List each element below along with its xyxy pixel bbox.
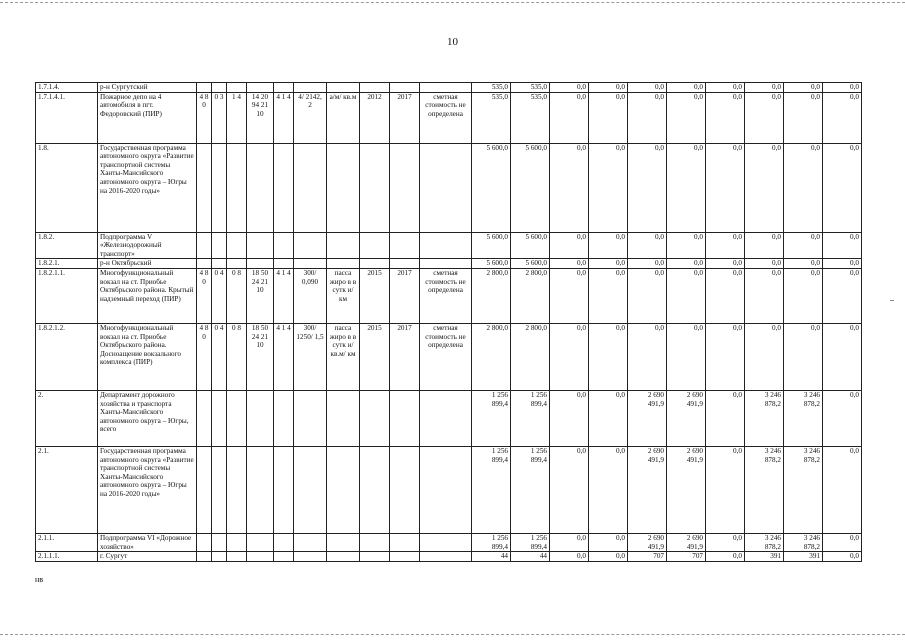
cell-name: г. Сургут (98, 552, 197, 562)
cell-c4: 14 20 94 21 10 (247, 92, 274, 143)
cell-c2 (212, 259, 227, 269)
cell-v7: 0,0 (706, 92, 745, 143)
cell-v10: 0,0 (823, 552, 862, 562)
cell-c10 (420, 232, 472, 259)
cell-v3: 0,0 (550, 446, 589, 533)
cell-v7: 0,0 (706, 259, 745, 269)
table-row (36, 533, 862, 551)
cell-c2: 0 4 (212, 323, 227, 390)
cell-v1: 1 256 899,4 (472, 533, 511, 551)
cell-id: 1.8.2.1.1. (36, 268, 98, 323)
table-row (36, 390, 862, 446)
cell-v3: 0,0 (550, 390, 589, 446)
table-row (36, 83, 862, 93)
cell-c1: 4 8 0 (197, 268, 212, 323)
cell-id: 1.8.2.1. (36, 259, 98, 269)
page-number: 10 (447, 36, 458, 48)
table-row (36, 323, 862, 390)
cell-v4: 0,0 (589, 390, 628, 446)
cell-v7: 0,0 (706, 446, 745, 533)
cell-c1 (197, 83, 212, 93)
cell-c1: 4 8 0 (197, 92, 212, 143)
cell-v5: 0,0 (628, 143, 667, 232)
cell-name: р-н Октябрьский (98, 259, 197, 269)
cell-c3 (227, 259, 247, 269)
cell-c8: 2012 (360, 92, 390, 143)
cell-v5: 2 690 491,9 (628, 533, 667, 551)
cell-v4: 0,0 (589, 232, 628, 259)
cell-v7: 0,0 (706, 268, 745, 323)
cell-c7 (327, 83, 360, 93)
cell-v4: 0,0 (589, 143, 628, 232)
cell-v4: 0,0 (589, 323, 628, 390)
cell-v3: 0,0 (550, 552, 589, 562)
cell-id: 2.1. (36, 446, 98, 533)
cell-v3: 0,0 (550, 92, 589, 143)
cell-c9 (390, 390, 420, 446)
table-row (36, 446, 862, 533)
cell-v2: 1 256 899,4 (511, 390, 550, 446)
cell-c6 (294, 143, 327, 232)
cell-c1 (197, 259, 212, 269)
cell-c9 (390, 552, 420, 562)
cell-v8: 3 246 878,2 (745, 390, 784, 446)
cell-c7: пасса жиро в в сутк и/ кв.м/ км (327, 323, 360, 390)
cell-c9 (390, 259, 420, 269)
cell-c4 (247, 446, 274, 533)
cell-v8: 0,0 (745, 259, 784, 269)
cell-c8: 2015 (360, 323, 390, 390)
cell-v2: 1 256 899,4 (511, 446, 550, 533)
cell-v10: 0,0 (823, 323, 862, 390)
cell-v1: 535,0 (472, 92, 511, 143)
cell-c8 (360, 533, 390, 551)
cell-id: 1.8.2. (36, 232, 98, 259)
cell-c8 (360, 390, 390, 446)
cell-c4 (247, 83, 274, 93)
cell-name: Подпрограмма V «Железнодорожный транспорт» (98, 232, 197, 259)
table-body (36, 83, 862, 562)
cell-c6 (294, 446, 327, 533)
cell-c3: 1 4 (227, 92, 247, 143)
cell-v3: 0,0 (550, 83, 589, 93)
cell-v2: 44 (511, 552, 550, 562)
cell-v10: 0,0 (823, 92, 862, 143)
cell-id: 2. (36, 390, 98, 446)
cell-v2: 1 256 899,4 (511, 533, 550, 551)
cell-v3: 0,0 (550, 259, 589, 269)
cell-v1: 1 256 899,4 (472, 446, 511, 533)
cell-c4 (247, 552, 274, 562)
cell-c4 (247, 259, 274, 269)
cell-c1: 4 8 0 (197, 323, 212, 390)
cell-c7: а/м/ кв.м (327, 92, 360, 143)
cell-id: 1.8.2.1.2. (36, 323, 98, 390)
cell-v1: 5 600,0 (472, 259, 511, 269)
cell-v5: 0,0 (628, 232, 667, 259)
cell-v8: 0,0 (745, 83, 784, 93)
cell-c5: 4 1 4 (274, 92, 294, 143)
cell-v8: 0,0 (745, 232, 784, 259)
cell-v7: 0,0 (706, 323, 745, 390)
cell-id: 2.1.1. (36, 533, 98, 551)
cell-id: 1.8. (36, 143, 98, 232)
cell-c9 (390, 232, 420, 259)
cell-c4 (247, 390, 274, 446)
cell-c6 (294, 552, 327, 562)
cell-v1: 44 (472, 552, 511, 562)
cell-c5 (274, 533, 294, 551)
cell-v8: 3 246 878,2 (745, 446, 784, 533)
table-row (36, 268, 862, 323)
cell-c10 (420, 533, 472, 551)
cell-c2: 0 4 (212, 268, 227, 323)
cell-name: Государственная программа автономного округа «Развитие транспортной системы Ханты-Мансийского автономного округа – Югры на 2016-2020 годы» (98, 143, 197, 232)
table-row (36, 143, 862, 232)
cell-v1: 1 256 899,4 (472, 390, 511, 446)
cell-c3 (227, 446, 247, 533)
cell-c7 (327, 533, 360, 551)
cell-v6: 2 690 491,9 (667, 390, 706, 446)
cell-c10 (420, 390, 472, 446)
cell-v4: 0,0 (589, 83, 628, 93)
cell-v8: 391 (745, 552, 784, 562)
cell-c10 (420, 552, 472, 562)
cell-c8 (360, 259, 390, 269)
footer-mark: нв (35, 575, 44, 584)
cell-c10 (420, 83, 472, 93)
cell-c3: 0 8 (227, 323, 247, 390)
cell-c8 (360, 143, 390, 232)
cell-c2 (212, 83, 227, 93)
cell-c8 (360, 552, 390, 562)
cell-v6: 2 690 491,9 (667, 533, 706, 551)
cell-v3: 0,0 (550, 533, 589, 551)
investment-table (35, 82, 862, 562)
scan-edge-top (0, 2, 905, 3)
cell-c10 (420, 143, 472, 232)
cell-c7 (327, 446, 360, 533)
cell-v2: 2 800,0 (511, 323, 550, 390)
cell-c8 (360, 232, 390, 259)
cell-c9: 2017 (390, 268, 420, 323)
cell-c10: сметная стоимость не определена (420, 92, 472, 143)
cell-c5 (274, 259, 294, 269)
cell-c5 (274, 83, 294, 93)
cell-v7: 0,0 (706, 143, 745, 232)
cell-c2 (212, 533, 227, 551)
cell-v7: 0,0 (706, 552, 745, 562)
cell-c10: сметная стоимость не определена (420, 268, 472, 323)
cell-v6: 2 690 491,9 (667, 446, 706, 533)
cell-v5: 0,0 (628, 83, 667, 93)
cell-c9 (390, 446, 420, 533)
cell-v3: 0,0 (550, 268, 589, 323)
cell-v6: 0,0 (667, 323, 706, 390)
cell-c1 (197, 552, 212, 562)
cell-id: 1.7.1.4. (36, 83, 98, 93)
cell-v2: 5 600,0 (511, 232, 550, 259)
cell-c5: 4 1 4 (274, 323, 294, 390)
cell-c3 (227, 83, 247, 93)
cell-c5 (274, 390, 294, 446)
cell-name: р-н Сургутский (98, 83, 197, 93)
cell-v10: 0,0 (823, 390, 862, 446)
cell-v3: 0,0 (550, 323, 589, 390)
cell-c10 (420, 446, 472, 533)
cell-v2: 5 600,0 (511, 259, 550, 269)
cell-v10: 0,0 (823, 533, 862, 551)
cell-c2 (212, 390, 227, 446)
cell-c5 (274, 232, 294, 259)
cell-c6: 300/ 0,090 (294, 268, 327, 323)
cell-c6 (294, 390, 327, 446)
cell-c4: 18 50 24 21 10 (247, 323, 274, 390)
table-row (36, 92, 862, 143)
cell-c3 (227, 552, 247, 562)
cell-v1: 2 800,0 (472, 268, 511, 323)
cell-v6: 707 (667, 552, 706, 562)
cell-v6: 0,0 (667, 143, 706, 232)
cell-v9: 0,0 (784, 268, 823, 323)
cell-c7 (327, 552, 360, 562)
cell-v3: 0,0 (550, 232, 589, 259)
cell-c7 (327, 143, 360, 232)
cell-v1: 5 600,0 (472, 143, 511, 232)
cell-c6 (294, 232, 327, 259)
cell-c5: 4 1 4 (274, 268, 294, 323)
cell-v6: 0,0 (667, 83, 706, 93)
cell-c9: 2017 (390, 92, 420, 143)
cell-c8: 2015 (360, 268, 390, 323)
cell-v10: 0,0 (823, 83, 862, 93)
cell-c9 (390, 83, 420, 93)
cell-v10: 0,0 (823, 446, 862, 533)
cell-v6: 0,0 (667, 232, 706, 259)
cell-v5: 2 690 491,9 (628, 446, 667, 533)
cell-c6 (294, 83, 327, 93)
cell-v9: 0,0 (784, 323, 823, 390)
cell-v6: 0,0 (667, 259, 706, 269)
cell-v9: 0,0 (784, 259, 823, 269)
cell-c9 (390, 533, 420, 551)
cell-v1: 2 800,0 (472, 323, 511, 390)
cell-c10 (420, 259, 472, 269)
cell-c7 (327, 390, 360, 446)
cell-c6 (294, 533, 327, 551)
cell-v9: 3 246 878,2 (784, 533, 823, 551)
cell-c7 (327, 232, 360, 259)
scan-edge-bottom (0, 634, 905, 635)
cell-c1 (197, 446, 212, 533)
cell-v5: 0,0 (628, 323, 667, 390)
cell-c1 (197, 533, 212, 551)
cell-v4: 0,0 (589, 446, 628, 533)
cell-v7: 0,0 (706, 533, 745, 551)
cell-v7: 0,0 (706, 83, 745, 93)
cell-c1 (197, 143, 212, 232)
cell-c3 (227, 390, 247, 446)
cell-id: 2.1.1.1. (36, 552, 98, 562)
cell-v10: 0,0 (823, 143, 862, 232)
cell-c3: 0 8 (227, 268, 247, 323)
cell-c3 (227, 533, 247, 551)
table-row (36, 232, 862, 259)
cell-v9: 0,0 (784, 232, 823, 259)
cell-name: Многофункциональный вокзал на ст. Приобье Октябрьского района. Досноащение вокзального комплекса (ПИР) (98, 323, 197, 390)
cell-v9: 3 246 878,2 (784, 446, 823, 533)
cell-v7: 0,0 (706, 390, 745, 446)
cell-v5: 707 (628, 552, 667, 562)
cell-name: Пожарное депо на 4 автомобиля в пгт. Федоровский (ПИР) (98, 92, 197, 143)
cell-c10: сметная стоимость не определена (420, 323, 472, 390)
cell-c6: 4/ 2142, 2 (294, 92, 327, 143)
cell-v10: 0,0 (823, 259, 862, 269)
cell-v2: 535,0 (511, 92, 550, 143)
cell-v8: 0,0 (745, 143, 784, 232)
cell-c4 (247, 143, 274, 232)
cell-name: Подпрограмма VI «Дорожное хозяйство» (98, 533, 197, 551)
cell-v8: 0,0 (745, 323, 784, 390)
cell-v5: 0,0 (628, 92, 667, 143)
cell-c1 (197, 232, 212, 259)
cell-v5: 0,0 (628, 268, 667, 323)
cell-c6 (294, 259, 327, 269)
cell-v8: 0,0 (745, 268, 784, 323)
cell-c7 (327, 259, 360, 269)
cell-c4: 18 50 24 21 10 (247, 268, 274, 323)
cell-v9: 0,0 (784, 143, 823, 232)
cell-c4 (247, 533, 274, 551)
cell-v2: 535,0 (511, 83, 550, 93)
cell-c3 (227, 232, 247, 259)
cell-v8: 0,0 (745, 92, 784, 143)
cell-c5 (274, 552, 294, 562)
cell-c9 (390, 143, 420, 232)
cell-v9: 0,0 (784, 92, 823, 143)
cell-c9: 2017 (390, 323, 420, 390)
cell-v6: 0,0 (667, 268, 706, 323)
cell-c2 (212, 143, 227, 232)
cell-v4: 0,0 (589, 533, 628, 551)
cell-v2: 2 800,0 (511, 268, 550, 323)
cell-c8 (360, 83, 390, 93)
cell-v4: 0,0 (589, 92, 628, 143)
cell-c6: 300/ 1250/ 1,5 (294, 323, 327, 390)
cell-v8: 3 246 878,2 (745, 533, 784, 551)
table-row (36, 552, 862, 562)
cell-v5: 2 690 491,9 (628, 390, 667, 446)
cell-c1 (197, 390, 212, 446)
cell-v4: 0,0 (589, 552, 628, 562)
cell-id: 1.7.1.4.1. (36, 92, 98, 143)
cell-c2 (212, 232, 227, 259)
cell-c2: 0 3 (212, 92, 227, 143)
cell-c7: пасса жиро в в сутк и/ км (327, 268, 360, 323)
cell-name: Департамент дорожного хозяйства и транспорта Ханты-Мансийского автономного округа – Югры, всего (98, 390, 197, 446)
cell-v10: 0,0 (823, 268, 862, 323)
cell-c2 (212, 552, 227, 562)
cell-v9: 0,0 (784, 83, 823, 93)
cell-v9: 391 (784, 552, 823, 562)
cell-c8 (360, 446, 390, 533)
scan-mark-right (890, 300, 894, 301)
cell-v1: 535,0 (472, 83, 511, 93)
cell-c4 (247, 232, 274, 259)
cell-c5 (274, 446, 294, 533)
cell-v10: 0,0 (823, 232, 862, 259)
cell-c3 (227, 143, 247, 232)
cell-v6: 0,0 (667, 92, 706, 143)
cell-c2 (212, 446, 227, 533)
cell-v1: 5 600,0 (472, 232, 511, 259)
cell-v3: 0,0 (550, 143, 589, 232)
cell-v9: 3 246 878,2 (784, 390, 823, 446)
cell-v4: 0,0 (589, 259, 628, 269)
cell-v2: 5 600,0 (511, 143, 550, 232)
cell-name: Многофункциональный вокзал на ст. Приобье Октябрьского района. Крытый надземный переход (ПИР) (98, 268, 197, 323)
cell-name: Государственная программа автономного округа «Развитие транспортной системы Ханты-Мансийского автономного округа – Югры на 2016-2020 годы» (98, 446, 197, 533)
table-row (36, 259, 862, 269)
cell-c5 (274, 143, 294, 232)
cell-v5: 0,0 (628, 259, 667, 269)
cell-v4: 0,0 (589, 268, 628, 323)
cell-v7: 0,0 (706, 232, 745, 259)
